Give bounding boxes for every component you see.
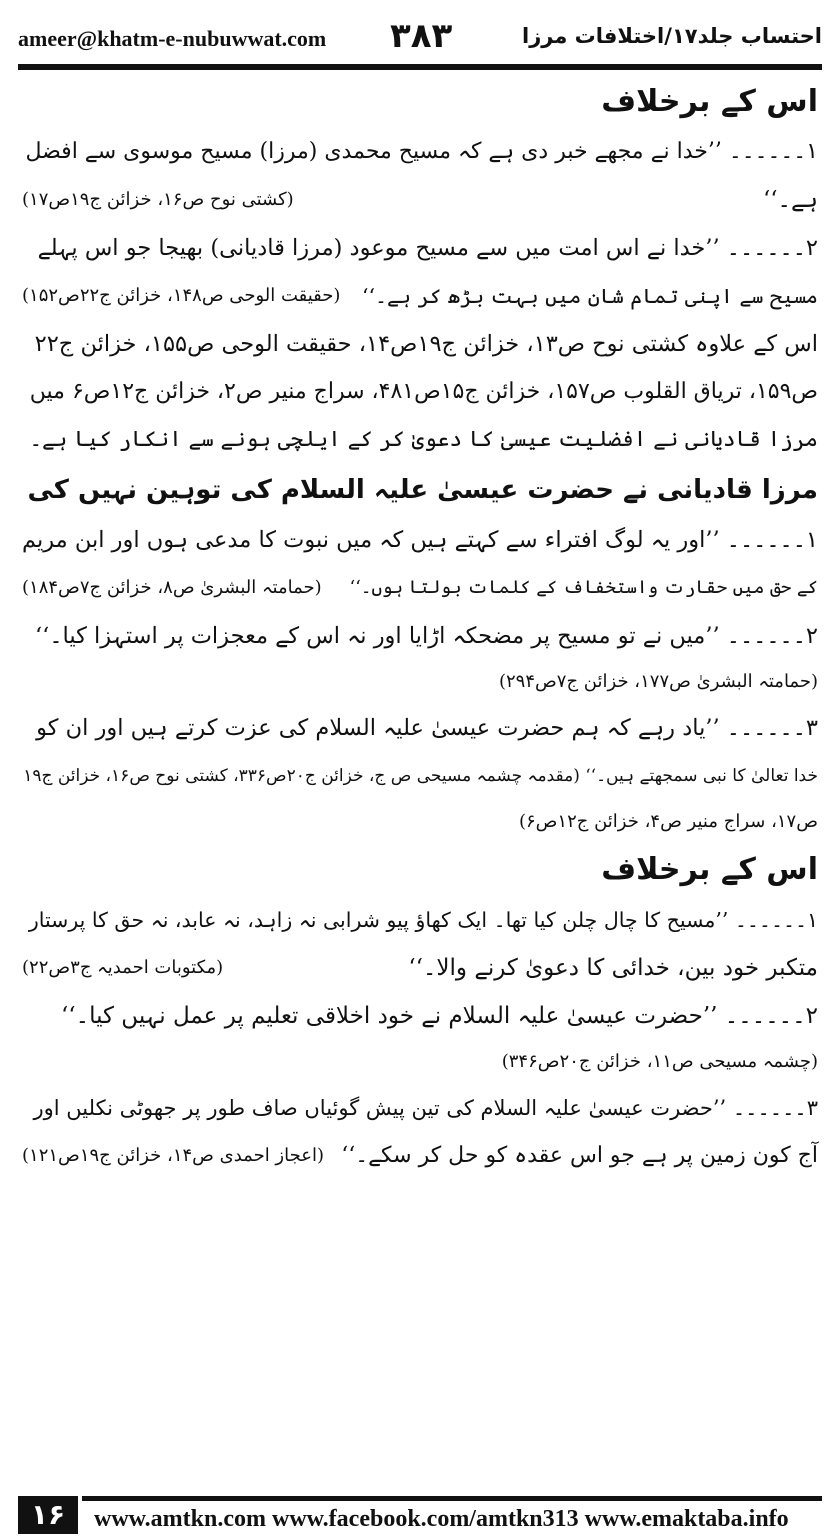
line-text: ۲۔۔۔۔۔۔ ’’حضرت عیسیٰ علیہ السلام نے خود اخلاقی تعلیم پر عمل نہیں کیا۔‘‘ [61,1003,818,1029]
line-text: ۲۔۔۔۔۔۔ ’’خدا نے اس امت میں سے مسیح موعود (مرزا قادیانی) بھیجا جو اس پہلے [37,235,818,261]
line-text: ۱۔۔۔۔۔۔ ’’مسیح کا چال چلن کیا تھا۔ ایک کھاؤ پیو شرابی نہ زاہد، نہ عابد، نہ حق کا پرستار [28,908,818,932]
page-header [18,14,822,70]
header-title: احتساب جلد۱۷/اختلافات مرزا [522,24,822,48]
reference-line [22,1040,818,1084]
line-text: ۲۔۔۔۔۔۔ ’’میں نے تو مسیح پر مضحکہ اڑایا اور نہ اس کے معجزات پر استہزا کیا۔‘‘ [35,623,818,649]
text-line [22,612,818,660]
text-line [22,1132,818,1180]
line-text: آج کون زمین پر ہے جو اس عقدہ کو حل کر سکے۔‘‘ [341,1143,818,1168]
footer-page-number: ۱۶ [18,1496,78,1534]
header-email: ameer@khatm-e-nubuwwat.com [18,26,327,51]
section-heading-text: مرزا قادیانی نے حضرت عیسیٰ علیہ السلام کی توہین نہیں کی [27,475,818,505]
line-text: مسیح سے اپنی تمام شان میں بہت بڑھ کر ہے۔‘‘ [361,284,818,308]
text-line [22,224,818,272]
reference-citation: (حمامتہ البشریٰ ص۸، خزائن ج۷ص۱۸۴) [22,577,322,598]
text-line [22,320,818,368]
page-body [22,76,818,1180]
line-text: متکبر خود بین، خدائی کا دعویٰ کرنے والا۔‘‘ [408,955,818,981]
reference-line [22,660,818,704]
page-footer [18,1496,822,1534]
text-line [22,272,818,320]
header-page-number: ۳۸۳ [390,16,453,56]
section-heading [22,464,818,516]
text-line [22,896,818,944]
line-text: ۱۔۔۔۔۔۔ ’’اور یہ لوگ افتراء سے کہتے ہیں کہ میں نبوت کا مدعی ہوں اور ابن مریم [21,527,818,553]
line-text: ہے۔‘‘ [762,187,818,213]
line-text: اس کے علاوہ کشتی نوح ص۱۳، خزائن ج۱۹ص۱۴، حقیقت الوحی ص۱۵۵، خزائن ج۲۲ [34,331,818,357]
text-line [22,176,818,224]
text-line [22,128,818,176]
footer-rule [82,1496,822,1501]
line-text: خدا تعالیٰ کا نبی سمجھتے ہیں۔‘‘ (مقدمہ چشمہ مسیحی ص ج، خزائن ج۲۰ص۳۳۶، کشتی نوح ص۱۶، خزائن ج۱۹ [23,766,818,786]
line-text: ۳۔۔۔۔۔۔ ’’حضرت عیسیٰ علیہ السلام کی تین پیش گوئیاں صاف طور پر جھوٹی نکلیں اور [33,1096,818,1120]
text-line [22,1084,818,1132]
reference-line [22,800,818,844]
reference-citation: (حمامتہ البشریٰ ص۱۷۷، خزائن ج۷ص۲۹۴) [498,671,818,692]
text-line [22,368,818,416]
text-line [22,752,818,800]
text-line [22,992,818,1040]
header-rule [18,64,822,70]
footer-links: www.amtkn.com www.facebook.com/amtkn313 www.emaktaba.info [94,1506,789,1532]
line-text: ص۱۵۹، تریاق القلوب ص۱۵۷، خزائن ج۱۵ص۴۸۱، سراج منیر ص۲، خزائن ج۱۲ص۶ میں [29,379,818,404]
section-heading-text: اس کے برخلاف [601,852,818,887]
section-heading-text: اس کے برخلاف [601,84,818,119]
reference-citation: (چشمہ مسیحی ص۱۱، خزائن ج۲۰ص۳۴۶) [501,1051,818,1072]
line-text: ۳۔۔۔۔۔۔ ’’یاد رہے کہ ہم حضرت عیسیٰ علیہ السلام کی عزت کرتے ہیں اور ان کو [36,715,818,741]
text-line [22,516,818,564]
section-heading [22,76,818,128]
text-line [22,416,818,464]
text-line [22,564,818,612]
text-line [22,704,818,752]
reference-citation: (اعجاز احمدی ص۱۴، خزائن ج۱۹ص۱۲۱) [22,1145,324,1166]
reference-citation: (حقیقت الوحی ص۱۴۸، خزائن ج۲۲ص۱۵۲) [22,285,341,306]
line-text: مرزا قادیانی نے افضلیت عیسیٰ کا دعویٰ کر کے ایلچی ہونے سے انکار کیا ہے۔ [29,427,818,452]
section-heading [22,844,818,896]
line-text: کے حق میں حقارت واستخفاف کے کلمات بولتا ہوں۔‘‘ [349,577,818,598]
reference-citation: (مکتوبات احمدیہ ج۳ص۲۲) [22,957,224,978]
reference-citation: ص۱۷، سراج منیر ص۴، خزائن ج۱۲ص۶) [518,811,818,832]
text-line [22,944,818,992]
line-text: ۱۔۔۔۔۔۔ ’’خدا نے مجھے خبر دی ہے کہ مسیح محمدی (مرزا) مسیح موسوی سے افضل [25,139,818,164]
reference-citation: (کشتی نوح ص۱۶، خزائن ج۱۹ص۱۷) [22,189,294,210]
